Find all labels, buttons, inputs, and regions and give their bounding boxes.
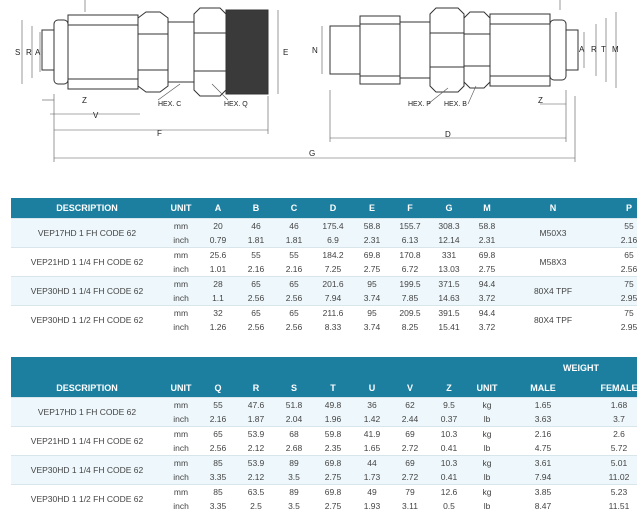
table-cell: inch bbox=[163, 262, 199, 277]
thread-n-cell: 80X4 TPF bbox=[505, 306, 601, 335]
table-cell: kg bbox=[469, 427, 505, 442]
table-cell: 10.3 bbox=[429, 427, 469, 442]
table-cell: 5.01 bbox=[581, 456, 637, 471]
table-cell: 95 bbox=[353, 306, 391, 321]
table-cell: inch bbox=[163, 320, 199, 334]
row-description: VEP21HD 1 1/4 FH CODE 62 bbox=[11, 427, 163, 456]
table-cell: 79 bbox=[391, 485, 429, 500]
table-cell: 49.8 bbox=[313, 398, 353, 413]
table-row bbox=[11, 306, 637, 321]
table-cell: 89 bbox=[275, 485, 313, 500]
table-cell: 3.61 bbox=[505, 456, 581, 471]
header-q: Q bbox=[199, 379, 237, 398]
table-cell: inch bbox=[163, 470, 199, 485]
header-weight-unit: UNIT bbox=[469, 379, 505, 398]
dim-label-m: M bbox=[612, 45, 619, 54]
table-cell: 0.5 bbox=[429, 499, 469, 513]
table-cell: 1.42 bbox=[353, 412, 391, 427]
header-c: C bbox=[275, 198, 313, 219]
header-e: E bbox=[353, 198, 391, 219]
table-cell: 63.5 bbox=[237, 485, 275, 500]
table-cell: 25.6 bbox=[199, 248, 237, 263]
coupling-technical-drawing bbox=[0, 0, 637, 180]
dim-label-v-left: V bbox=[93, 111, 99, 120]
table-2-header-row-2 bbox=[11, 379, 637, 398]
table-cell: 3.35 bbox=[199, 499, 237, 513]
table-cell: 69.8 bbox=[313, 456, 353, 471]
table-cell: 11.02 bbox=[581, 470, 637, 485]
table-cell: 2.12 bbox=[237, 441, 275, 456]
table-cell: 62 bbox=[391, 398, 429, 413]
table-cell: 3.63 bbox=[505, 412, 581, 427]
table-cell: 7.94 bbox=[313, 291, 353, 306]
table-1-header-row bbox=[11, 198, 637, 219]
table-cell: lb bbox=[469, 441, 505, 456]
table-cell: 6.72 bbox=[391, 262, 429, 277]
table-cell: 59.8 bbox=[313, 427, 353, 442]
header-p: P bbox=[601, 198, 637, 219]
table-cell: 44 bbox=[353, 456, 391, 471]
left-coupling-drawing bbox=[42, 8, 268, 96]
table-cell: 2.16 bbox=[237, 262, 275, 277]
header-r: R bbox=[237, 379, 275, 398]
table-cell: 69.8 bbox=[353, 248, 391, 263]
table-cell: 0.79 bbox=[199, 233, 237, 248]
table-cell: 3.7 bbox=[581, 412, 637, 427]
header-m: M bbox=[469, 198, 505, 219]
table-cell: 1.81 bbox=[275, 233, 313, 248]
table-cell: 65 bbox=[237, 306, 275, 321]
hex-b-label: HEX. B bbox=[444, 101, 467, 108]
table-cell: 371.5 bbox=[429, 277, 469, 292]
table-cell: 55 bbox=[275, 248, 313, 263]
table-cell: 51.8 bbox=[275, 398, 313, 413]
table-cell: 53.9 bbox=[237, 456, 275, 471]
table-cell: 2.16 bbox=[199, 412, 237, 427]
table-cell: 8.33 bbox=[313, 320, 353, 334]
table-cell: 6.9 bbox=[313, 233, 353, 248]
table-cell: inch bbox=[163, 499, 199, 513]
table-cell: 184.2 bbox=[313, 248, 353, 263]
hex-q-label: HEX. Q bbox=[224, 101, 248, 108]
table-cell: 1.1 bbox=[199, 291, 237, 306]
dim-label-s: S bbox=[15, 48, 21, 57]
table-cell: 10.3 bbox=[429, 456, 469, 471]
table-cell: 1.93 bbox=[353, 499, 391, 513]
table-cell: 75 bbox=[601, 277, 637, 292]
dim-label-n: N bbox=[312, 46, 318, 55]
table-cell: 1.26 bbox=[199, 320, 237, 334]
table-cell: 5.23 bbox=[581, 485, 637, 500]
table-cell: 3.5 bbox=[275, 470, 313, 485]
table-row bbox=[11, 398, 637, 413]
header-unit-2: UNIT bbox=[163, 379, 199, 398]
table-cell: 65 bbox=[275, 277, 313, 292]
header-weight: WEIGHT bbox=[505, 357, 637, 379]
table-cell: 65 bbox=[275, 306, 313, 321]
table-cell: 2.56 bbox=[199, 441, 237, 456]
table-cell: 211.6 bbox=[313, 306, 353, 321]
table-cell: 2.12 bbox=[237, 470, 275, 485]
table-cell: 7.25 bbox=[313, 262, 353, 277]
table-cell: 1.81 bbox=[237, 233, 275, 248]
table-cell: 175.4 bbox=[313, 219, 353, 234]
table-cell: lb bbox=[469, 412, 505, 427]
header-g: G bbox=[429, 198, 469, 219]
table-cell: 2.31 bbox=[469, 233, 505, 248]
table-cell: 1.73 bbox=[353, 470, 391, 485]
table-cell: kg bbox=[469, 398, 505, 413]
table-cell: 2.56 bbox=[237, 291, 275, 306]
table-cell: 0.37 bbox=[429, 412, 469, 427]
header-description: DESCRIPTION bbox=[11, 198, 163, 219]
header-spacer bbox=[11, 357, 505, 379]
table-cell: 55 bbox=[237, 248, 275, 263]
thread-n-cell: 80X4 TPF bbox=[505, 277, 601, 306]
dim-label-f: F bbox=[157, 129, 162, 138]
table-cell: 2.75 bbox=[313, 499, 353, 513]
table-cell: 69 bbox=[391, 456, 429, 471]
row-description: VEP30HD 1 1/2 FH CODE 62 bbox=[11, 306, 163, 335]
table-cell: 1.65 bbox=[505, 398, 581, 413]
table-row bbox=[11, 456, 637, 471]
table-cell: 170.8 bbox=[391, 248, 429, 263]
header-t: T bbox=[313, 379, 353, 398]
table-cell: mm bbox=[163, 427, 199, 442]
table-cell: 2.04 bbox=[275, 412, 313, 427]
table-cell: 2.6 bbox=[581, 427, 637, 442]
table-cell: 58.8 bbox=[353, 219, 391, 234]
table-cell: 3.74 bbox=[353, 320, 391, 334]
table-cell: 32 bbox=[199, 306, 237, 321]
table-cell: 12.14 bbox=[429, 233, 469, 248]
table-cell: 1.65 bbox=[353, 441, 391, 456]
table-cell: 2.95 bbox=[601, 320, 637, 334]
table-cell: 2.31 bbox=[353, 233, 391, 248]
table-cell: 28 bbox=[199, 277, 237, 292]
table-cell: 3.85 bbox=[505, 485, 581, 500]
row-description: VEP30HD 1 1/4 FH CODE 62 bbox=[11, 277, 163, 306]
row-description: VEP17HD 1 FH CODE 62 bbox=[11, 219, 163, 248]
header-f: F bbox=[391, 198, 429, 219]
table-cell: 2.56 bbox=[275, 320, 313, 334]
dim-label-e: E bbox=[283, 48, 289, 57]
table-cell: mm bbox=[163, 219, 199, 234]
table-cell: 2.75 bbox=[469, 262, 505, 277]
table-cell: 1.87 bbox=[237, 412, 275, 427]
header-a: A bbox=[199, 198, 237, 219]
table-cell: 68 bbox=[275, 427, 313, 442]
row-description: VEP30HD 1 1/4 FH CODE 62 bbox=[11, 456, 163, 485]
table-cell: 2.95 bbox=[601, 291, 637, 306]
header-z: Z bbox=[429, 379, 469, 398]
table-cell: 94.4 bbox=[469, 306, 505, 321]
table-cell: 58.8 bbox=[469, 219, 505, 234]
table-cell: 2.72 bbox=[391, 470, 429, 485]
dimensions-table-1 bbox=[11, 198, 637, 334]
table-cell: 36 bbox=[353, 398, 391, 413]
table-cell: 53.9 bbox=[237, 427, 275, 442]
header-d: D bbox=[313, 198, 353, 219]
table-cell: 85 bbox=[199, 456, 237, 471]
table-cell: 2.16 bbox=[505, 427, 581, 442]
table-cell: 391.5 bbox=[429, 306, 469, 321]
table-cell: 1.01 bbox=[199, 262, 237, 277]
table-cell: 2.68 bbox=[275, 441, 313, 456]
table-cell: 41.9 bbox=[353, 427, 391, 442]
table-cell: mm bbox=[163, 277, 199, 292]
table-cell: 8.47 bbox=[505, 499, 581, 513]
table-cell: 3.11 bbox=[391, 499, 429, 513]
table-cell: 14.63 bbox=[429, 291, 469, 306]
header-male: MALE bbox=[505, 379, 581, 398]
table-cell: 69 bbox=[391, 427, 429, 442]
table-cell: 199.5 bbox=[391, 277, 429, 292]
table-cell: 15.41 bbox=[429, 320, 469, 334]
dim-label-d: D bbox=[445, 130, 451, 139]
hex-p-label: HEX. P bbox=[408, 101, 431, 108]
table-cell: 47.6 bbox=[237, 398, 275, 413]
table-cell: 55 bbox=[601, 219, 637, 234]
row-description: VEP21HD 1 1/4 FH CODE 62 bbox=[11, 248, 163, 277]
table-cell: 46 bbox=[237, 219, 275, 234]
table-cell: mm bbox=[163, 248, 199, 263]
table-cell: 4.75 bbox=[505, 441, 581, 456]
table-cell: 69.8 bbox=[313, 485, 353, 500]
table-cell: mm bbox=[163, 306, 199, 321]
table-cell: 12.6 bbox=[429, 485, 469, 500]
table-row bbox=[11, 219, 637, 234]
table-cell: inch bbox=[163, 412, 199, 427]
header-female: FEMALE bbox=[581, 379, 637, 398]
dimensions-table-2 bbox=[11, 357, 637, 513]
table-cell: 94.4 bbox=[469, 277, 505, 292]
right-coupling-drawing bbox=[330, 8, 578, 92]
table-cell: 49 bbox=[353, 485, 391, 500]
table-cell: 2.35 bbox=[313, 441, 353, 456]
table-cell: 0.41 bbox=[429, 470, 469, 485]
table-cell: mm bbox=[163, 485, 199, 500]
table-cell: 7.94 bbox=[505, 470, 581, 485]
header-u: U bbox=[353, 379, 391, 398]
table-cell: 89 bbox=[275, 456, 313, 471]
table-cell: kg bbox=[469, 456, 505, 471]
table-cell: 2.75 bbox=[353, 262, 391, 277]
table-cell: 2.16 bbox=[601, 233, 637, 248]
dim-label-z-left: Z bbox=[82, 96, 87, 105]
table-cell: kg bbox=[469, 485, 505, 500]
table-cell: 8.25 bbox=[391, 320, 429, 334]
table-cell: 20 bbox=[199, 219, 237, 234]
thread-n-cell: M58X3 bbox=[505, 248, 601, 277]
dim-label-z-right: Z bbox=[538, 96, 543, 105]
table-row bbox=[11, 427, 637, 442]
thread-n-cell: M50X3 bbox=[505, 219, 601, 248]
header-n: N bbox=[505, 198, 601, 219]
header-s: S bbox=[275, 379, 313, 398]
dim-label-g: G bbox=[309, 149, 316, 158]
table-cell: 3.35 bbox=[199, 470, 237, 485]
dim-label-a: A bbox=[35, 48, 41, 57]
hex-c-label: HEX. C bbox=[158, 101, 182, 108]
table-cell: 2.56 bbox=[275, 291, 313, 306]
table-cell: 3.72 bbox=[469, 320, 505, 334]
header-v: V bbox=[391, 379, 429, 398]
table-cell: 55 bbox=[199, 398, 237, 413]
table-row bbox=[11, 248, 637, 263]
table-cell: 3.5 bbox=[275, 499, 313, 513]
table-cell: mm bbox=[163, 398, 199, 413]
header-b: B bbox=[237, 198, 275, 219]
table-cell: 3.74 bbox=[353, 291, 391, 306]
table-cell: lb bbox=[469, 470, 505, 485]
table-cell: 2.72 bbox=[391, 441, 429, 456]
table-cell: 11.51 bbox=[581, 499, 637, 513]
table-cell: 331 bbox=[429, 248, 469, 263]
table-cell: 0.41 bbox=[429, 441, 469, 456]
table-cell: 201.6 bbox=[313, 277, 353, 292]
table-cell: 5.72 bbox=[581, 441, 637, 456]
table-cell: 2.16 bbox=[275, 262, 313, 277]
table-row bbox=[11, 485, 637, 500]
table-2-header-row-1 bbox=[11, 357, 637, 379]
table-cell: 46 bbox=[275, 219, 313, 234]
table-cell: inch bbox=[163, 233, 199, 248]
table-cell: 1.96 bbox=[313, 412, 353, 427]
table-cell: 75 bbox=[601, 306, 637, 321]
dim-label-t: T bbox=[601, 45, 606, 54]
table-cell: 6.13 bbox=[391, 233, 429, 248]
table-cell: 85 bbox=[199, 485, 237, 500]
table-cell: 65 bbox=[601, 248, 637, 263]
dim-label-a-right: A bbox=[579, 45, 585, 54]
table-cell: 155.7 bbox=[391, 219, 429, 234]
table-cell: 2.44 bbox=[391, 412, 429, 427]
dim-label-r: R bbox=[26, 48, 32, 57]
table-cell: 1.68 bbox=[581, 398, 637, 413]
table-cell: inch bbox=[163, 291, 199, 306]
table-cell: 13.03 bbox=[429, 262, 469, 277]
table-cell: lb bbox=[469, 499, 505, 513]
table-cell: 2.56 bbox=[601, 262, 637, 277]
dim-label-r-right: R bbox=[591, 45, 597, 54]
table-cell: 65 bbox=[199, 427, 237, 442]
table-cell: mm bbox=[163, 456, 199, 471]
table-cell: 308.3 bbox=[429, 219, 469, 234]
table-row bbox=[11, 277, 637, 292]
row-description: VEP30HD 1 1/2 FH CODE 62 bbox=[11, 485, 163, 514]
table-cell: 209.5 bbox=[391, 306, 429, 321]
table-cell: 2.56 bbox=[237, 320, 275, 334]
row-description: VEP17HD 1 FH CODE 62 bbox=[11, 398, 163, 427]
table-cell: 2.75 bbox=[313, 470, 353, 485]
table-cell: 95 bbox=[353, 277, 391, 292]
table-cell: inch bbox=[163, 441, 199, 456]
table-cell: 65 bbox=[237, 277, 275, 292]
header-description-2: DESCRIPTION bbox=[11, 379, 163, 398]
table-cell: 2.5 bbox=[237, 499, 275, 513]
table-cell: 3.72 bbox=[469, 291, 505, 306]
header-unit: UNIT bbox=[163, 198, 199, 219]
table-cell: 69.8 bbox=[469, 248, 505, 263]
table-cell: 9.5 bbox=[429, 398, 469, 413]
table-cell: 7.85 bbox=[391, 291, 429, 306]
